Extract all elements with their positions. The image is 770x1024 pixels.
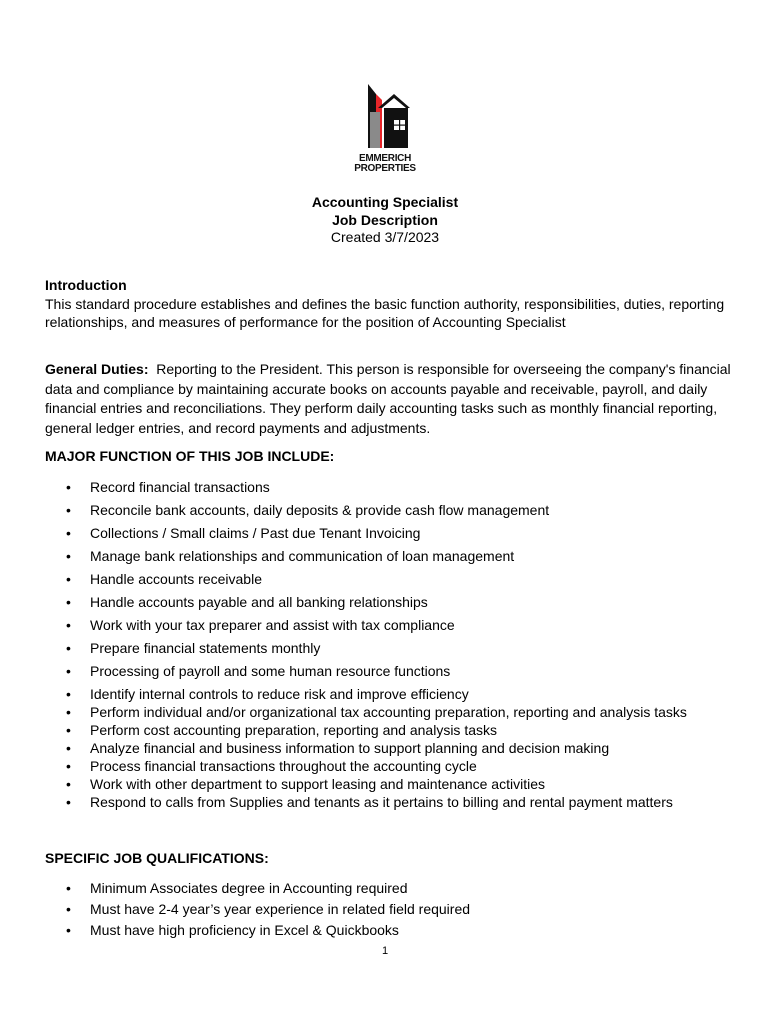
bullet-icon: • [66,548,71,564]
bullet-icon: • [66,663,71,679]
bullet-icon: • [66,640,71,656]
bullet-icon: • [66,525,71,541]
bullet-icon: • [66,740,71,756]
list-item [0,616,690,634]
list-item-text: Reconcile bank accounts, daily deposits & provide cash flow management [90,502,550,518]
bullet-icon: • [66,794,71,810]
list-item [0,478,690,496]
list-item [0,501,690,519]
bullet-icon: • [66,758,71,774]
list-item [0,547,690,565]
general-duties-paragraph [45,360,735,438]
list-item-text: Process financial transactions throughout the accounting cycle [90,758,477,774]
list-item-text: Work with other department to support leasing and maintenance activities [90,776,545,792]
list-item-text: Must have 2-4 year’s year experience in related field required [90,901,471,917]
bullet-icon: • [66,704,71,720]
list-item [0,739,690,757]
list-item [0,775,690,793]
bullet-icon: • [66,776,71,792]
bullet-icon: • [66,722,71,738]
list-item-text: Identify internal controls to reduce risk and improve efficiency [90,686,469,702]
bullet-icon: • [66,594,71,610]
bullet-icon: • [66,901,71,917]
logo-wordmark-line2: PROPERTIES [354,163,416,174]
list-item-text: Record financial transactions [90,479,270,495]
bullet-icon: • [66,686,71,702]
bullet-icon: • [66,479,71,495]
list-item-text: Perform cost accounting preparation, reporting and analysis tasks [90,722,497,738]
qualifications-heading: SPECIFIC JOB QUALIFICATIONS: [45,850,269,866]
list-item-text: Prepare financial statements monthly [90,640,321,656]
company-logo [348,82,422,178]
list-item [0,879,690,897]
major-functions-list [0,478,690,811]
list-item [0,685,690,703]
list-item-text: Handle accounts receivable [90,571,262,587]
list-item [0,593,690,611]
logo-wordmark-line1: EMMERICH [358,153,412,164]
list-item [0,639,690,657]
list-item-text: Must have high proficiency in Excel & Quickbooks [90,922,399,938]
list-item [0,921,690,939]
list-item-text: Perform individual and/or organizational tax accounting preparation, reporting and analysis tasks [90,704,687,720]
list-item [0,757,690,775]
list-item [0,793,690,811]
bullet-icon: • [66,617,71,633]
major-functions-heading: MAJOR FUNCTION OF THIS JOB INCLUDE: [45,448,335,464]
list-item-text: Handle accounts payable and all banking relationships [90,594,428,610]
list-item [0,570,690,588]
general-duties-text: Reporting to the President. This person is responsible for overseeing the company's financial data and compliance by maintaining accurate books on accounts payable and receivable, payroll, and daily financial entries and reconciliations. They perform daily accounting tasks such as monthly financial reporting, general ledger entries, and record payments and adjustments. [45,361,731,436]
list-item-text: Respond to calls from Supplies and tenants as it pertains to billing and rental payment matters [90,794,673,810]
list-item-text: Processing of payroll and some human resource functions [90,663,451,679]
bullet-icon: • [66,502,71,518]
bullet-icon: • [66,571,71,587]
bullet-icon: • [66,880,71,896]
introduction-text: This standard procedure establishes and defines the basic function authority, responsibilities, duties, reporting relationships, and measures of performance for the position of Accounting Specialist [45,296,725,330]
document-title: Accounting Specialist [311,194,459,210]
list-item [0,900,690,918]
document-header [0,194,770,247]
document-subtitle: Job Description [332,211,438,228]
list-item-text: Manage bank relationships and communication of loan management [90,548,515,564]
list-item [0,703,690,721]
list-item-text: Analyze financial and business information to support planning and decision making [90,740,610,756]
created-date: Created 3/7/2023 [330,229,440,245]
bullet-icon: • [66,922,71,938]
qualifications-list [0,879,690,939]
list-item-text: Work with your tax preparer and assist with tax compliance [90,617,455,633]
list-item [0,524,690,542]
list-item [0,721,690,739]
general-duties-label: General Duties: [45,361,149,377]
introduction-heading: Introduction [45,277,127,293]
list-item-text: Minimum Associates degree in Accounting required [90,880,408,896]
page-number: 1 [381,945,389,957]
house-logo-icon [348,82,422,152]
list-item [0,662,690,680]
list-item-text: Collections / Small claims / Past due Tenant Invoicing [90,525,421,541]
